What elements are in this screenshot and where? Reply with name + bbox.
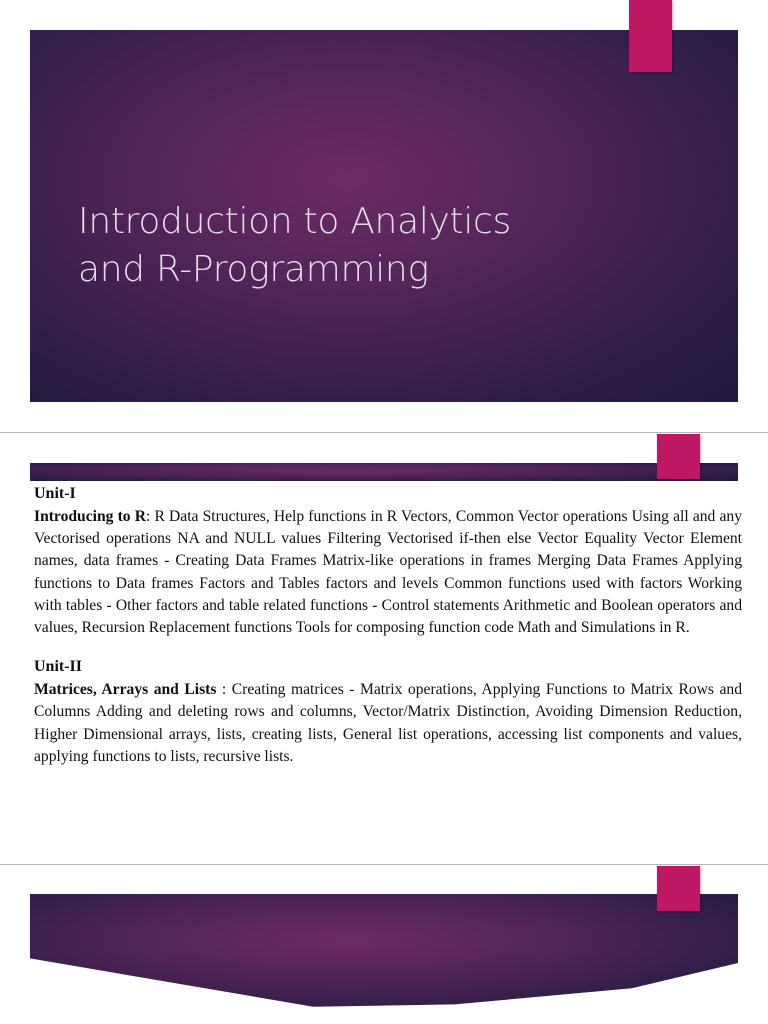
accent-tab [657, 434, 700, 479]
unit-1-heading: Unit-I [34, 485, 76, 502]
slide-header-banner [30, 894, 738, 1009]
unit-2-body: : Creating matrices - Matrix operations, Applying Functions to Matrix Rows and Columns Adding and deleting rows and columns, Vector/Matrix Distinction, Avoiding Dimension Reduction, Higher Dimensional arrays, lists, creating lists, General list operations, accessing list components and values, applying functions to lists, recursive lists. [34, 681, 743, 765]
unit-2-lead: Matrices, Arrays and Lists [34, 681, 217, 699]
page-divider [0, 432, 768, 433]
unit-1-lead: Introducing to R [34, 508, 146, 525]
accent-tab [629, 0, 672, 72]
unit-2-heading: Unit-II [34, 658, 83, 676]
page-divider [0, 864, 768, 865]
syllabus-content [34, 482, 742, 784]
accent-tab [657, 866, 700, 911]
unit-2-text [34, 679, 742, 768]
unit-1-body: : R Data Structures, Help functions in R Vectors, Common Vector operations Using all and any Vectorised operations NA and NULL values Filtering Vectorised if-then else Vector Equality Vector Element names, data frames - Creating Data Frames Matrix-like operations in frames Merging Data Frames Applying functions to Data frames Factors and Tables factors and levels Common functions used with factors Working with tables - Other factors and table related functions - Control statements Arithmetic and Boolean operators and values, Recursion Replacement functions Tools for composing function code Math and Simulations in R. [34, 508, 742, 637]
unit-1-text [34, 506, 742, 639]
slide-header-bar [30, 463, 738, 481]
title-line-1: Introduction to Analytics [78, 201, 512, 242]
title-line-2: and R-Programming [78, 249, 429, 290]
slide-title [78, 198, 511, 294]
